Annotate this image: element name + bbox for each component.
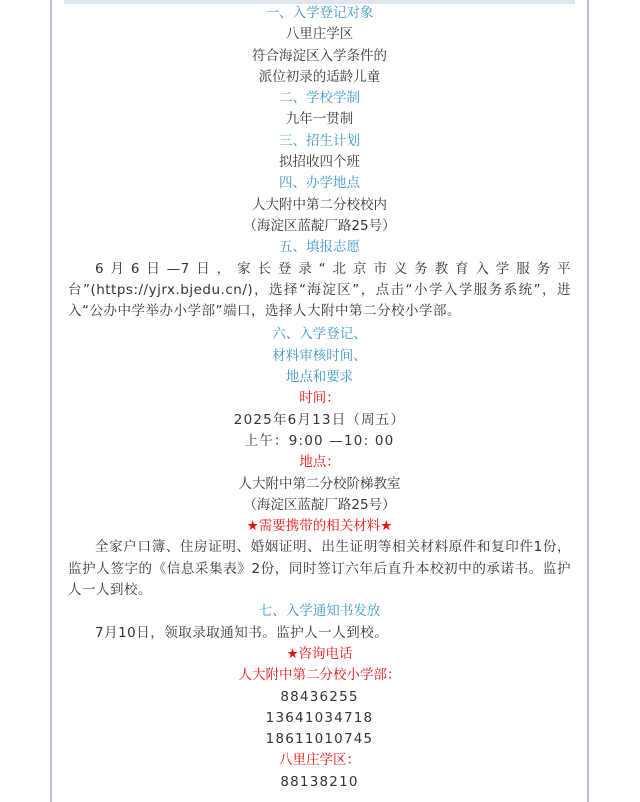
section-7-paragraph: 7月10日，领取录取通知书。监护人一人到校。 — [95, 624, 389, 641]
section-1-line: 符合海淀区入学条件的 — [252, 47, 387, 64]
phone-number: 88436255 — [280, 688, 359, 705]
materials-label: ★需要携带的相关材料★ — [246, 518, 393, 535]
school-contact-label: 人大附中第二分校小学部： — [238, 667, 401, 684]
section-1-title: 一、入学登记对象 — [265, 5, 374, 21]
section-5-paragraph: 6月6日—7日，家长登录“北京市义务教育入学服务平台”(https://yjrx.bjedu.cn/)，选择“海淀区”，点击“小学入学服务系统”，进入“公办中学举办小学部”端口，选择人大附中第二分校小学部。 — [68, 260, 571, 320]
section-4-line: （海淀区蓝靛厂路25号） — [243, 217, 396, 234]
contact-title: ★咨询电话 — [286, 645, 353, 662]
time-label: 时间： — [299, 390, 340, 407]
section-7-title: 七、入学通知书发放 — [258, 603, 381, 620]
section-1-line: 派位初录的适龄儿童 — [258, 68, 381, 85]
district-contact-label: 八里庄学区： — [279, 752, 360, 769]
section-3-title: 三、招生计划 — [279, 132, 360, 149]
section-1-line: 八里庄学区 — [285, 26, 354, 43]
section-5-title: 五、填报志愿 — [279, 239, 360, 256]
phone-number: 18611010745 — [265, 731, 374, 748]
phone-number: 88138210 — [280, 773, 359, 790]
section-4-title: 四、办学地点 — [279, 175, 360, 192]
materials-paragraph: 全家户口簿、住房证明、婚姻证明、出生证明等相关材料原件和复印件1份，监护人签字的《信息采集表》2份，同时签订六年后直升本校初中的承诺书。监护人一人到校。 — [68, 539, 571, 599]
section-2-line: 九年一贯制 — [285, 111, 354, 128]
phone-number: 13641034718 — [265, 709, 374, 726]
section-2-title: 二、学校学制 — [279, 90, 360, 107]
time-line: 2025年6月13日（周五） — [233, 411, 406, 428]
section-6-title-line: 地点和要求 — [285, 369, 354, 386]
section-6-title-line: 材料审核时间、 — [272, 347, 367, 364]
section-3-line: 拟招收四个班 — [279, 154, 360, 171]
place-line: 人大附中第二分校阶梯教室 — [238, 475, 401, 492]
section-6-title-line: 六、入学登记、 — [272, 326, 367, 343]
article-body — [66, 3, 573, 793]
place-line: （海淀区蓝靛厂路25号） — [243, 496, 396, 513]
section-4-line: 人大附中第二分校校内 — [252, 196, 387, 213]
place-label: 地点： — [299, 454, 340, 471]
time-line: 上午：9:00 —10: 00 — [244, 432, 395, 449]
